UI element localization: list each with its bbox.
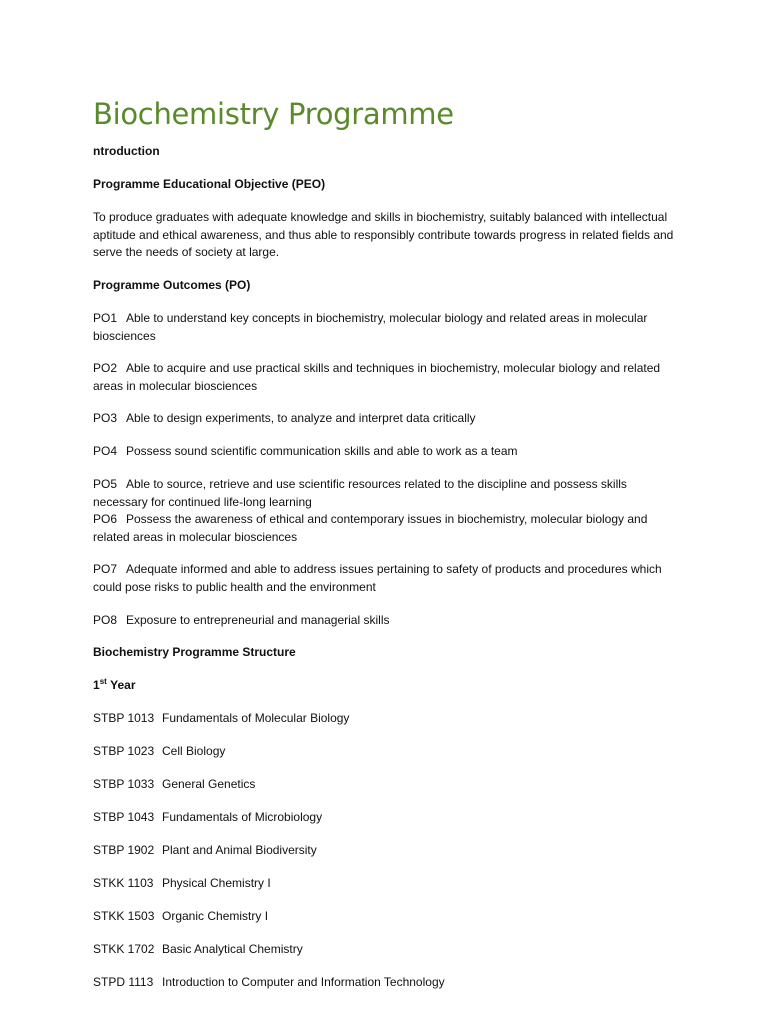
outcome-item [93,310,683,345]
outcome-code: PO4 [93,444,118,458]
outcome-item [93,410,683,428]
year-label: Year [110,678,136,692]
outcome-code: PO6 [93,512,118,526]
outcome-item [93,612,683,630]
course-name: Plant and Animal Biodiversity [162,843,317,857]
structure-heading: Biochemistry Programme Structure [93,645,296,659]
outcome-item [93,360,683,395]
year-heading [93,677,683,695]
course-code: STBP 1043 [93,810,155,824]
course-name: Cell Biology [162,744,226,758]
year-suffix: st [99,677,107,686]
outcome-text: Possess the awareness of ethical and contemporary issues in biochemistry, molecular biology and related areas in molecular biosciences [93,512,648,544]
year-number: 1 [93,678,100,692]
intro-heading: ntroduction [93,144,160,158]
course-name: Organic Chemistry I [162,909,269,923]
course-item [93,908,683,926]
course-name: Physical Chemistry I [162,876,271,890]
course-code: STPD 1113 [93,975,154,989]
course-item [93,842,683,860]
course-name: Fundamentals of Molecular Biology [162,711,350,725]
outcome-text: Exposure to entrepreneurial and managerial skills [126,613,390,627]
course-item [93,743,683,761]
outcome-text: Able to acquire and use practical skills and techniques in biochemistry, molecular biology and related areas in molecular biosciences [93,361,661,393]
outcome-code: PO8 [93,613,118,627]
outcome-code: PO5 [93,477,118,491]
outcome-code: PO2 [93,361,118,375]
course-name: Basic Analytical Chemistry [162,942,303,956]
course-code: STBP 1033 [93,777,155,791]
course-code: STBP 1902 [93,843,155,857]
course-code: STBP 1013 [93,711,155,725]
course-name: General Genetics [162,777,256,791]
course-code: STKK 1503 [93,909,155,923]
outcome-code: PO1 [93,311,118,325]
outcome-text: Possess sound scientific communication skills and able to work as a team [126,444,518,458]
course-item [93,776,683,794]
course-item [93,875,683,893]
outcome-text: Able to understand key concepts in biochemistry, molecular biology and related areas in molecular biosciences [93,311,648,343]
outcome-item [93,511,683,546]
outcome-code: PO3 [93,411,118,425]
po-heading: Programme Outcomes (PO) [93,278,251,292]
outcome-text: Able to design experiments, to analyze and interpret data critically [126,411,476,425]
course-item [93,941,683,959]
course-code: STBP 1023 [93,744,155,758]
outcome-item [93,443,683,461]
course-name: Fundamentals of Microbiology [162,810,323,824]
course-item [93,710,683,728]
course-code: STKK 1702 [93,942,155,956]
outcome-text: Able to source, retrieve and use scientific resources related to the discipline and possess skills necessary for continued life-long learning [93,477,627,509]
outcome-item [93,561,683,596]
outcome-item [93,476,683,511]
course-item [93,809,683,827]
outcome-code: PO7 [93,562,118,576]
course-item [93,974,683,992]
outcome-text: Adequate informed and able to address issues pertaining to safety of products and procedures which could pose risks to public health and the environment [93,562,662,594]
peo-text: To produce graduates with adequate knowledge and skills in biochemistry, suitably balanced with intellectual aptitude and ethical awareness, and thus able to responsibly contribute towards progress in related fields and serve the needs of society at large. [93,210,674,259]
peo-heading: Programme Educational Objective (PEO) [93,177,326,191]
course-code: STKK 1103 [93,876,154,890]
page-title: Biochemistry Programme [93,97,454,131]
course-name: Introduction to Computer and Information Technology [162,975,445,989]
